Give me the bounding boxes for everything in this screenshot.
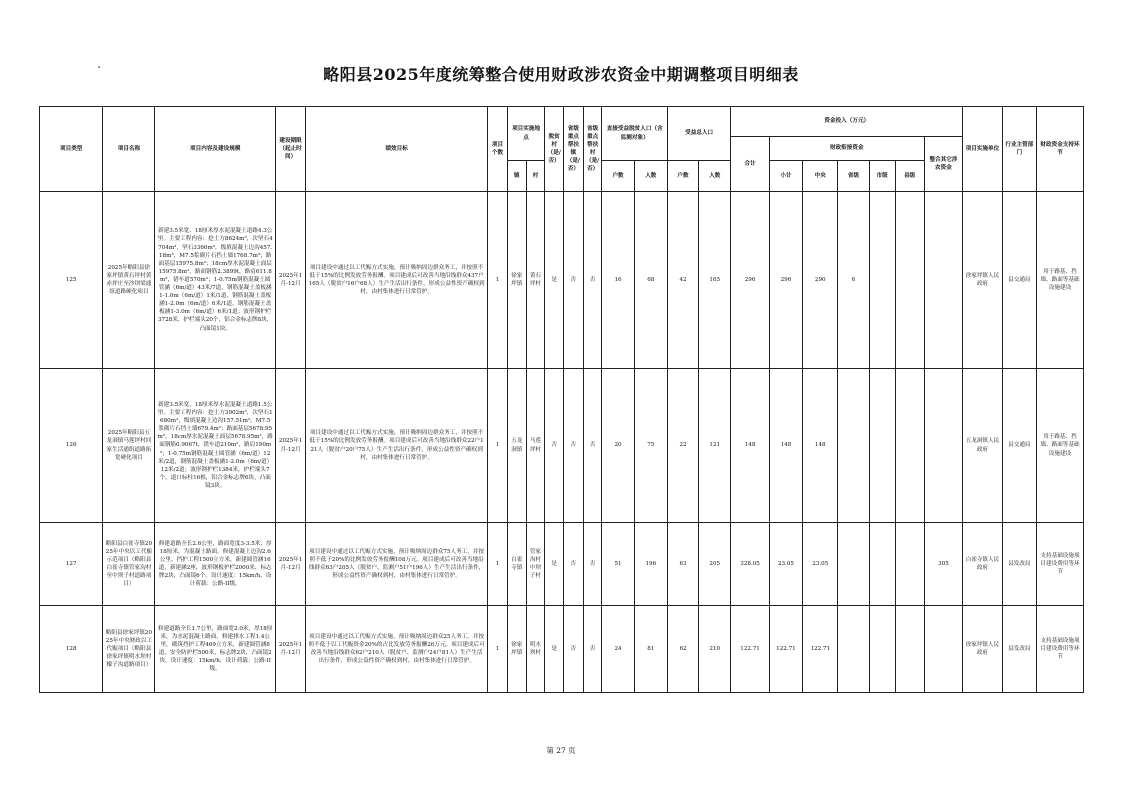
- header-name: 项目名称: [103, 107, 155, 192]
- cell-subtotal: 296: [769, 192, 802, 369]
- cell-goal: 项目建设中通过以工代赈方式实施，预计吸纳周边群众务工，并按照不低于15%的比例发放劳务报酬。项目建成后可改善当地沿线群众22户121人（脱贫户20户75人）生产生活出行条件，形成公益性资产确权到村，由村集体进行日常管护。: [306, 369, 488, 523]
- header-central: 中央: [803, 161, 838, 192]
- header-db-people: 人数: [634, 161, 667, 192]
- header-location: 项目实施地点: [507, 107, 544, 161]
- cell-dept: 县发改局: [1002, 523, 1036, 606]
- cell-db-people: 81: [634, 606, 667, 693]
- header-goal: 绩效目标: [306, 107, 488, 192]
- page-title: 略阳县2025年度统筹整合使用财政涉农资金中期调整项目明细表: [323, 65, 799, 84]
- cell-unit: 白雀寺镇人民政府: [963, 523, 1003, 606]
- cell-name: 2025年略阳县五龙洞镇马莲坪村回家生活通组道路拓宽硬化项目: [103, 369, 155, 523]
- header-row-1: [40, 107, 1084, 137]
- cell-central: 290: [803, 192, 838, 369]
- cell-bt-households: 42: [667, 192, 698, 369]
- table-row: [40, 192, 1084, 369]
- cell-type: 125: [40, 192, 103, 369]
- cell-county: [895, 192, 924, 369]
- cell-count: 1: [488, 369, 508, 523]
- cell-period: 2025年1月-12月: [276, 606, 306, 693]
- cell-town: 徐家坪镇: [507, 606, 526, 693]
- cell-unit: 五龙洞镇人民政府: [963, 369, 1003, 523]
- cell-county: [895, 606, 924, 693]
- cell-db-households: 24: [602, 606, 634, 693]
- cell-provincial: [838, 369, 869, 523]
- cell-poverty: 否: [545, 369, 564, 523]
- cell-key-town: 否: [563, 192, 583, 369]
- cell-village: 马莲坪村: [526, 369, 545, 523]
- cell-count: 1: [488, 192, 508, 369]
- cell-db-people: 75: [634, 369, 667, 523]
- cell-county: [895, 369, 924, 523]
- cell-central: 23.05: [803, 523, 838, 606]
- cell-dept: 县交通局: [1002, 369, 1036, 523]
- header-content: 项目内容及建设规模: [155, 107, 276, 192]
- cell-central: 122.71: [803, 606, 838, 693]
- header-subtotal: 小计: [769, 161, 802, 192]
- cell-link: 支持基础设施项目建设费用等环节: [1037, 606, 1084, 693]
- header-key-town: 省级重点帮扶镇（是/否）: [563, 107, 583, 192]
- cell-count: 1: [488, 606, 508, 693]
- cell-total: 296: [731, 192, 769, 369]
- cell-city: [869, 606, 895, 693]
- cell-link: 支持基础设施项目建设费用等环节: [1037, 523, 1084, 606]
- cell-village: 管家沟村中坝子村: [526, 523, 545, 606]
- header-dept: 行业主管部门: [1002, 107, 1036, 192]
- cell-village: 黄石坪村: [526, 192, 545, 369]
- header-city: 市级: [869, 161, 895, 192]
- cell-period: 2025年1月-12月: [276, 369, 306, 523]
- header-other: 整合其它涉农资金: [924, 137, 962, 192]
- header-total: 合计: [731, 137, 769, 192]
- cell-total: 148: [731, 369, 769, 523]
- cell-subtotal: 148: [769, 369, 802, 523]
- header-type: 项目类型: [40, 107, 103, 192]
- cell-db-people: 196: [634, 523, 667, 606]
- header-direct-benefit: 直接受益脱贫人口（含监测对象）: [602, 107, 668, 161]
- cell-bt-households: 62: [667, 606, 698, 693]
- header-link: 财政资金支持环节: [1037, 107, 1084, 192]
- header-county: 县级: [895, 161, 924, 192]
- cell-poverty: 是: [545, 523, 564, 606]
- cell-content: 修建道路全长1.7公里，路面宽2.0米，厚18厘米，为水泥混凝土路面，修建排水工程1.4公里，砌筑挡护工程469立方米，新建圆管涵8道，安全防护栏500米，标志牌2块，凸面镜2块，设计速度：15km/h，设计荷载：公路-II级。: [155, 606, 276, 693]
- cell-poverty: 是: [545, 606, 564, 693]
- cell-city: [869, 523, 895, 606]
- table-row: [40, 369, 1084, 523]
- cell-period: 2025年1月-12月: [276, 523, 306, 606]
- cell-key-town: 否: [563, 606, 583, 693]
- table-row: [40, 606, 1084, 693]
- header-key-village: 省级重点帮扶村（是/否）: [583, 107, 602, 192]
- header-count: 项目个数: [488, 107, 508, 192]
- table-row: [40, 523, 1084, 606]
- cell-city: [869, 369, 895, 523]
- cell-count: 1: [488, 523, 508, 606]
- cell-city: [869, 192, 895, 369]
- cell-key-town: 否: [563, 369, 583, 523]
- cell-name: 略阳县徐家坪镇2025年中央财政以工代赈项目（略阳县徐家坪镇明水坝村檬子沟道路项目）: [103, 606, 155, 693]
- cell-total: 122.71: [731, 606, 769, 693]
- cell-town: 徐家坪镇: [507, 192, 526, 369]
- cell-goal: 项目建设中通过以工代赈方式实施，预计吸纳周边群众务工，并按照不低于15%的比例发放劳务报酬。项目建成后可改善当地沿线群众437户165人（脱贫户16户68人）生产生活出行条件，形成公益性资产确权到村，由村集体进行日常管护。: [306, 192, 488, 369]
- header-bt-households: 户数: [667, 161, 698, 192]
- cell-provincial: [838, 523, 869, 606]
- header-poverty-village: 脱贫村（是/否）: [545, 107, 564, 192]
- cell-poverty: 是: [545, 192, 564, 369]
- cell-provincial: 6: [838, 192, 869, 369]
- cell-content: 新建3.5米宽、18厘米厚水泥混凝土道路4.3公里。主要工程内容：挖土方8624m³，次坚石4704m³，坚石3360m³，级填混凝土边沟457.18m³，M7.5浆砌片石挡土墙1768.7m³；路面基层15975.8m²；18cm厚水泥混凝土面层15975.8m²，路面钢筋2.3899t，路肩611.8m³，错车道570m²；1-0.75m钢筋混凝土圆管涵（6m/道）43米/7道，钢筋混凝土盖板涵1-1.0m（6m/道）1米/1道，钢筋混凝土盖板涵1-2.0m（6m/道）6米/1道，钢筋混凝土盖板涵1-3.0m（6m/道）6米/1道；波形钢护栏3728米，护栏端头20个，铝合金标志牌8块，凸面镜1块。: [155, 192, 276, 369]
- cell-type: 126: [40, 369, 103, 523]
- cell-key-town: 否: [563, 523, 583, 606]
- cell-link: 用于路基、挡墙、路面等基础设施建设: [1037, 192, 1084, 369]
- cell-content: 修建道路全长2.6公里，路面宽度3-3.5米，厚18厘米，为混凝土路面。修建混凝土边沟2.6公里，挡护工程1500立方米，新建圆管涵16道，新建涵2座，波形钢板护栏2000米，标志牌2块，凸面镜6个。设计速度：15km/h，设计荷载：公路-II级。: [155, 523, 276, 606]
- cell-central: 148: [803, 369, 838, 523]
- header-village: 村: [526, 161, 545, 192]
- cell-town: 五龙洞镇: [507, 369, 526, 523]
- cell-bt-people: 121: [699, 369, 731, 523]
- cell-period: 2025年1月-12月: [276, 192, 306, 369]
- cell-db-households: 20: [602, 369, 634, 523]
- cell-key-village: 否: [583, 192, 602, 369]
- header-funds: 资金投入（万元）: [731, 107, 963, 137]
- cell-other: [924, 369, 962, 523]
- cell-name: 2025年略阳县徐家坪镇黄石坪村黄赤坪庄至沙坝梁通组道路硬化项目: [103, 192, 155, 369]
- cell-key-village: 否: [583, 523, 602, 606]
- cell-bt-households: 22: [667, 369, 698, 523]
- header-town: 镇: [507, 161, 526, 192]
- header-benefit-total: 受益总人口: [667, 107, 730, 161]
- cell-other: [924, 192, 962, 369]
- cell-subtotal: 23.05: [769, 523, 802, 606]
- cell-bt-households: 63: [667, 523, 698, 606]
- cell-bt-people: 205: [699, 523, 731, 606]
- header-unit: 项目实施单位: [963, 107, 1003, 192]
- cell-db-households: 16: [602, 192, 634, 369]
- cell-db-people: 68: [634, 192, 667, 369]
- cell-key-village: 否: [583, 606, 602, 693]
- cell-subtotal: 122.71: [769, 606, 802, 693]
- cell-total: 328.05: [731, 523, 769, 606]
- cell-key-village: 否: [583, 369, 602, 523]
- cell-goal: 项目建设中通过以工代赈方式实施，预计吸纳周边群众75人务工，并按照不低于20%的比例发放劳务报酬108万元。项目建成后可改善当地沿线群众63户205人（脱贫户、监测户51户196人）生产生活出行条件，形成公益性资产确权到村，由村集体进行日常管护。: [306, 523, 488, 606]
- cell-village: 明水坝村: [526, 606, 545, 693]
- cell-link: 用于路基、挡墙、路面等基础设施建设: [1037, 369, 1084, 523]
- cell-type: 128: [40, 606, 103, 693]
- cell-bt-people: 165: [699, 192, 731, 369]
- header-fiscal: 财政衔接资金: [769, 137, 924, 161]
- cell-unit: 徐家坪镇人民政府: [963, 192, 1003, 369]
- page-number: 第 27 页: [546, 746, 576, 755]
- cell-provincial: [838, 606, 869, 693]
- cell-content: 新建3.5米宽、18厘米厚水泥混凝土道路1.5公里。主要工程内容：挖土方3902m³，次坚石1680m³，级填混凝土边沟157.51m³，M7.5浆砌片石挡土墙679.4m³；路面基层5678.95m²，18cm厚水泥混凝土面层5678.95m²，路面钢筋0.9067t，错车道210m²，路肩190m²；1-0.75m钢筋混凝土圆管涵（6m/道）12米/2道，钢筋混凝土盖板涵1-2.0m（6m/道）12米/2道；波形钢护栏1384米，护栏端头7个，道口标柱16根，铝合金标志牌6块，凸面镜3块。: [155, 369, 276, 523]
- cell-goal: 项目建设中通过以工代赈方式实施，预计吸纳周边群众25人务工，并按照不低于以工代赈资金20%的占比发放劳务报酬26万元。项目建成后可改善当地沿线群众62户210人（脱贫户、监测户24户81人）生产生活出行条件，形成公益性资产确权到村，由村集体进行日常管护。: [306, 606, 488, 693]
- cell-dept: 县发改局: [1002, 606, 1036, 693]
- header-bt-people: 人数: [699, 161, 731, 192]
- header-period: 建设期限（起止时间）: [276, 107, 306, 192]
- header-db-households: 户数: [602, 161, 634, 192]
- cell-type: 127: [40, 523, 103, 606]
- cell-county: [895, 523, 924, 606]
- cell-bt-people: 210: [699, 606, 731, 693]
- cell-name: 略阳县白雀寺镇2025年中央以工代赈示范项目（略阳县白雀寺镇管家沟村至中坝子村道路项目）: [103, 523, 155, 606]
- cell-unit: 徐家坪镇人民政府: [963, 606, 1003, 693]
- cell-dept: 县交通局: [1002, 192, 1036, 369]
- cell-other: 305: [924, 523, 962, 606]
- cell-other: [924, 606, 962, 693]
- header-provincial: 省级: [838, 161, 869, 192]
- cell-town: 白雀寺镇: [507, 523, 526, 606]
- cell-db-households: 51: [602, 523, 634, 606]
- project-table: [39, 106, 1084, 693]
